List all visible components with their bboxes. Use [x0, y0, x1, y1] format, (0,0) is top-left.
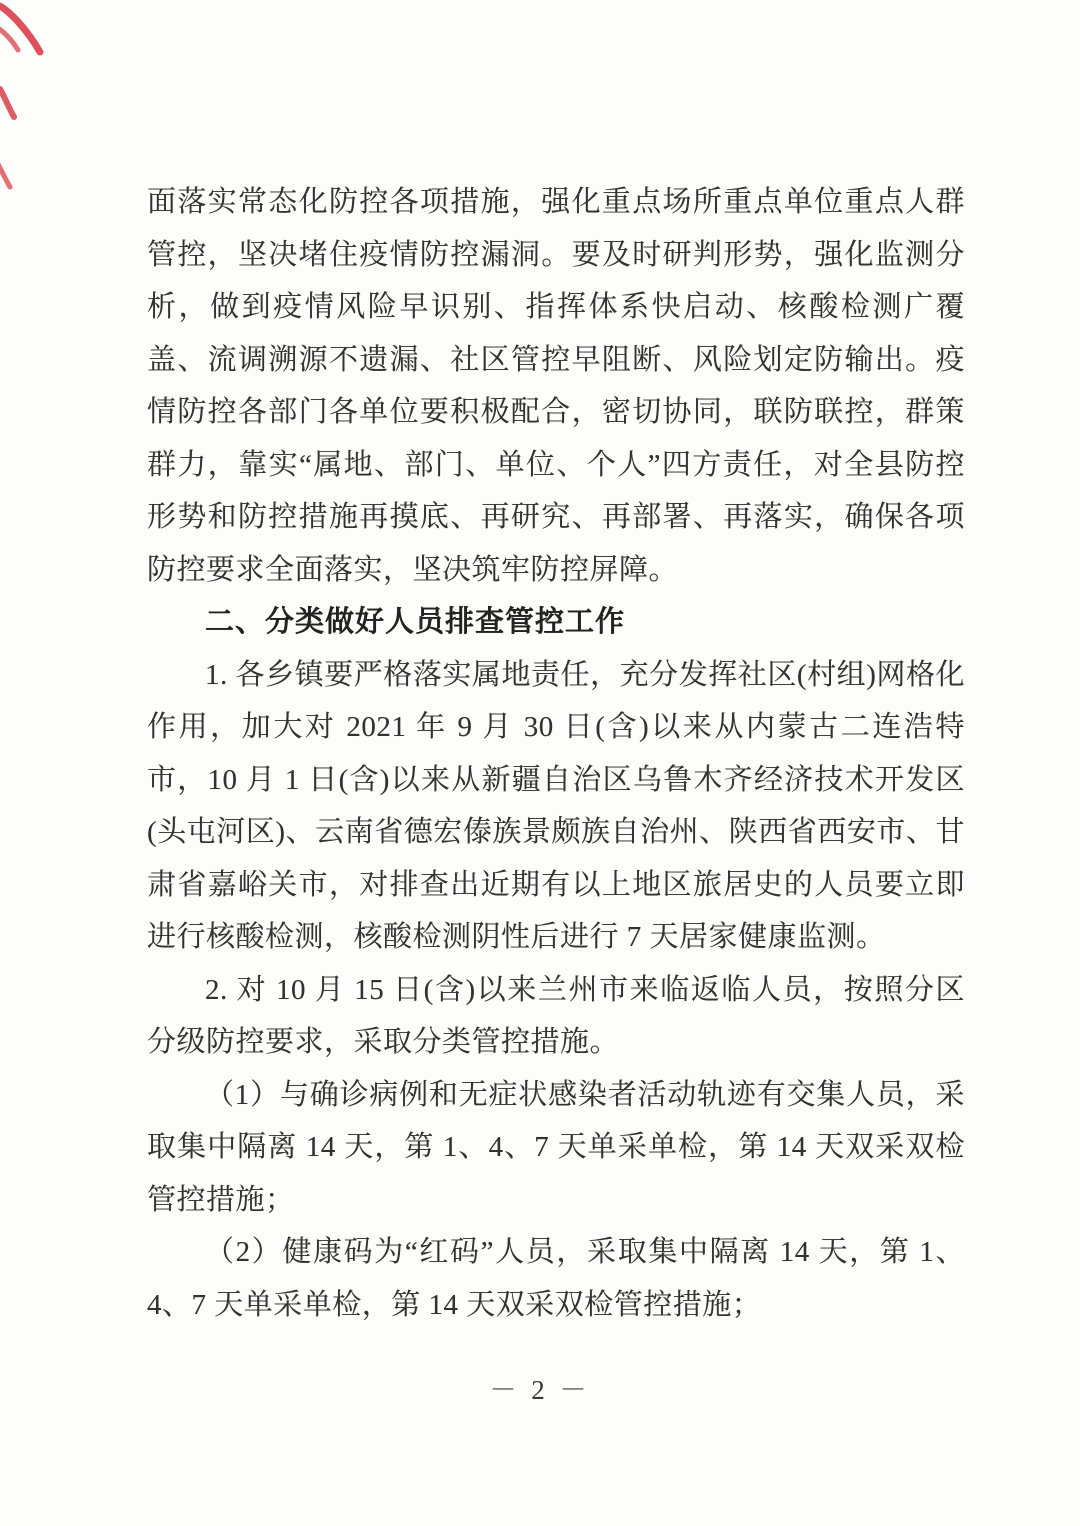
page-number: － 2 －	[489, 1375, 591, 1405]
sub-item-paragraph-2: （2）健康码为“红码”人员，采取集中隔离 14 天，第 1、4、7 天单采单检，第 14 天双采双检管控措施；	[147, 1236, 965, 1321]
red-scan-artifact	[0, 2, 48, 58]
red-scan-artifact	[0, 86, 19, 120]
section-heading: 二、分类做好人员排查管控工作	[205, 606, 626, 638]
numbered-paragraph-2: 2. 对 10 月 15 日(含)以来兰州市来临返临人员，按照分区分级防控要求，采取分类管控措施。	[147, 973, 965, 1058]
numbered-paragraph-1: 1. 各乡镇要严格落实属地责任，充分发挥社区(村组)网格化作用，加大对 2021 年 9 月 30 日(含)以来从内蒙古二连浩特市，10 月 1 日(含)以来从新疆自治区乌鲁木齐经济技术开发区(头屯河区)、云南省德宏傣族景颇族自治州、陕西省西安市、甘肃省嘉峪关市，对排查出近期有以上地区旅居史的人员要立即进行核酸检测，核酸检测阴性后进行 7 天居家健康监测。	[147, 658, 965, 953]
body-paragraph-continuation: 面落实常态化防控各项措施，强化重点场所重点单位重点人群管控，坚决堵住疫情防控漏洞。要及时研判形势，强化监测分析，做到疫情风险早识别、指挥体系快启动、核酸检测广覆盖、流调溯源不遗漏、社区管控早阻断、风险划定防输出。疫情防控各部门各单位要积极配合，密切协同，联防联控，群策群力，靠实“属地、部门、单位、个人”四方责任，对全县防控形势和防控措施再摸底、再研究、再部署、再落实，确保各项防控要求全面落实，坚决筑牢防控屏障。	[147, 186, 965, 586]
document-body	[147, 176, 965, 1331]
sub-item-paragraph-1: （1）与确诊病例和无症状感染者活动轨迹有交集人员，采取集中隔离 14 天，第 1、4、7 天单采单检，第 14 天双采双检管控措施；	[147, 1078, 965, 1216]
red-scan-artifact	[0, 160, 14, 190]
